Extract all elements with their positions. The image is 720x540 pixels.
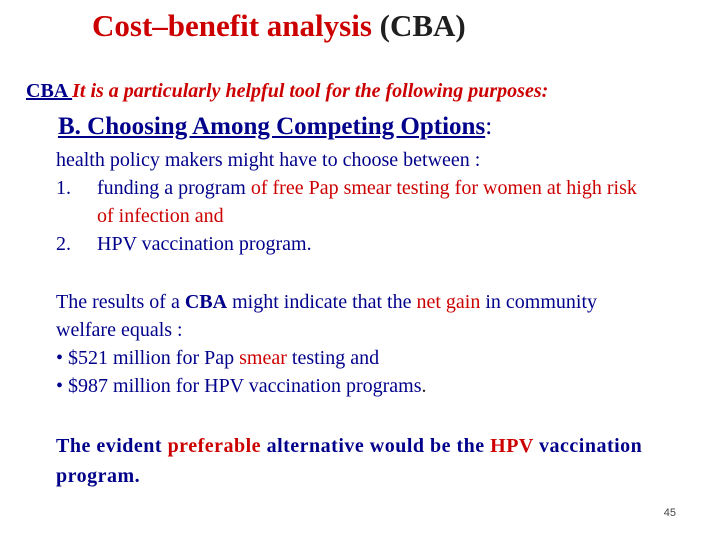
conclusion-paragraph xyxy=(56,431,656,491)
intro-text: health policy makers might have to choose between : xyxy=(56,149,481,171)
option-prefix: funding a program xyxy=(97,177,251,199)
bullet-rest: testing and xyxy=(286,347,380,369)
bullet-highlight: smear xyxy=(239,347,287,369)
conclusion-hpv: HPV xyxy=(490,435,534,457)
list-item xyxy=(56,344,656,372)
conclusion-preferable: preferable xyxy=(167,435,262,457)
results-paragraph xyxy=(56,288,656,400)
results-part: might indicate that the xyxy=(227,291,417,313)
subheading-colon: : xyxy=(485,113,493,140)
results-net-gain: net gain xyxy=(416,291,481,313)
bullet-dot: . xyxy=(421,375,427,397)
purpose-text: It is a particularly helpful tool for the following purposes: xyxy=(72,80,549,102)
subheading xyxy=(58,113,492,141)
option-text: HPV vaccination program. xyxy=(97,233,312,255)
bullet-text: $987 million for HPV vaccination programs xyxy=(68,375,422,397)
conclusion-part: alternative would be the xyxy=(261,435,491,457)
conclusion-part: vaccination program. xyxy=(56,435,643,487)
results-cba: CBA xyxy=(184,291,228,313)
title-abbr: (CBA) xyxy=(379,8,466,43)
bullet-mark: • xyxy=(56,375,69,397)
options-list xyxy=(56,174,657,258)
list-item xyxy=(56,174,657,230)
list-item xyxy=(56,230,657,258)
page-number: 45 xyxy=(663,507,676,519)
conclusion-part: The evident xyxy=(56,435,168,457)
option-highlight: of free Pap smear testing for women at high risk of infection and xyxy=(97,177,637,227)
list-item xyxy=(56,372,656,400)
purpose-abbr: CBA xyxy=(26,80,73,102)
purpose-line xyxy=(26,80,548,103)
bullet-amount: $521 million for Pap xyxy=(68,347,240,369)
results-part: in community welfare equals : xyxy=(56,291,598,341)
results-part: The results of a xyxy=(56,291,185,313)
subheading-text: B. Choosing Among Competing Options xyxy=(58,113,486,140)
option-number: 1. xyxy=(56,177,71,199)
title-main: Cost–benefit analysis xyxy=(92,8,372,43)
slide-title xyxy=(92,8,466,44)
option-number: 2. xyxy=(56,233,71,255)
bullet-mark: • xyxy=(56,347,69,369)
